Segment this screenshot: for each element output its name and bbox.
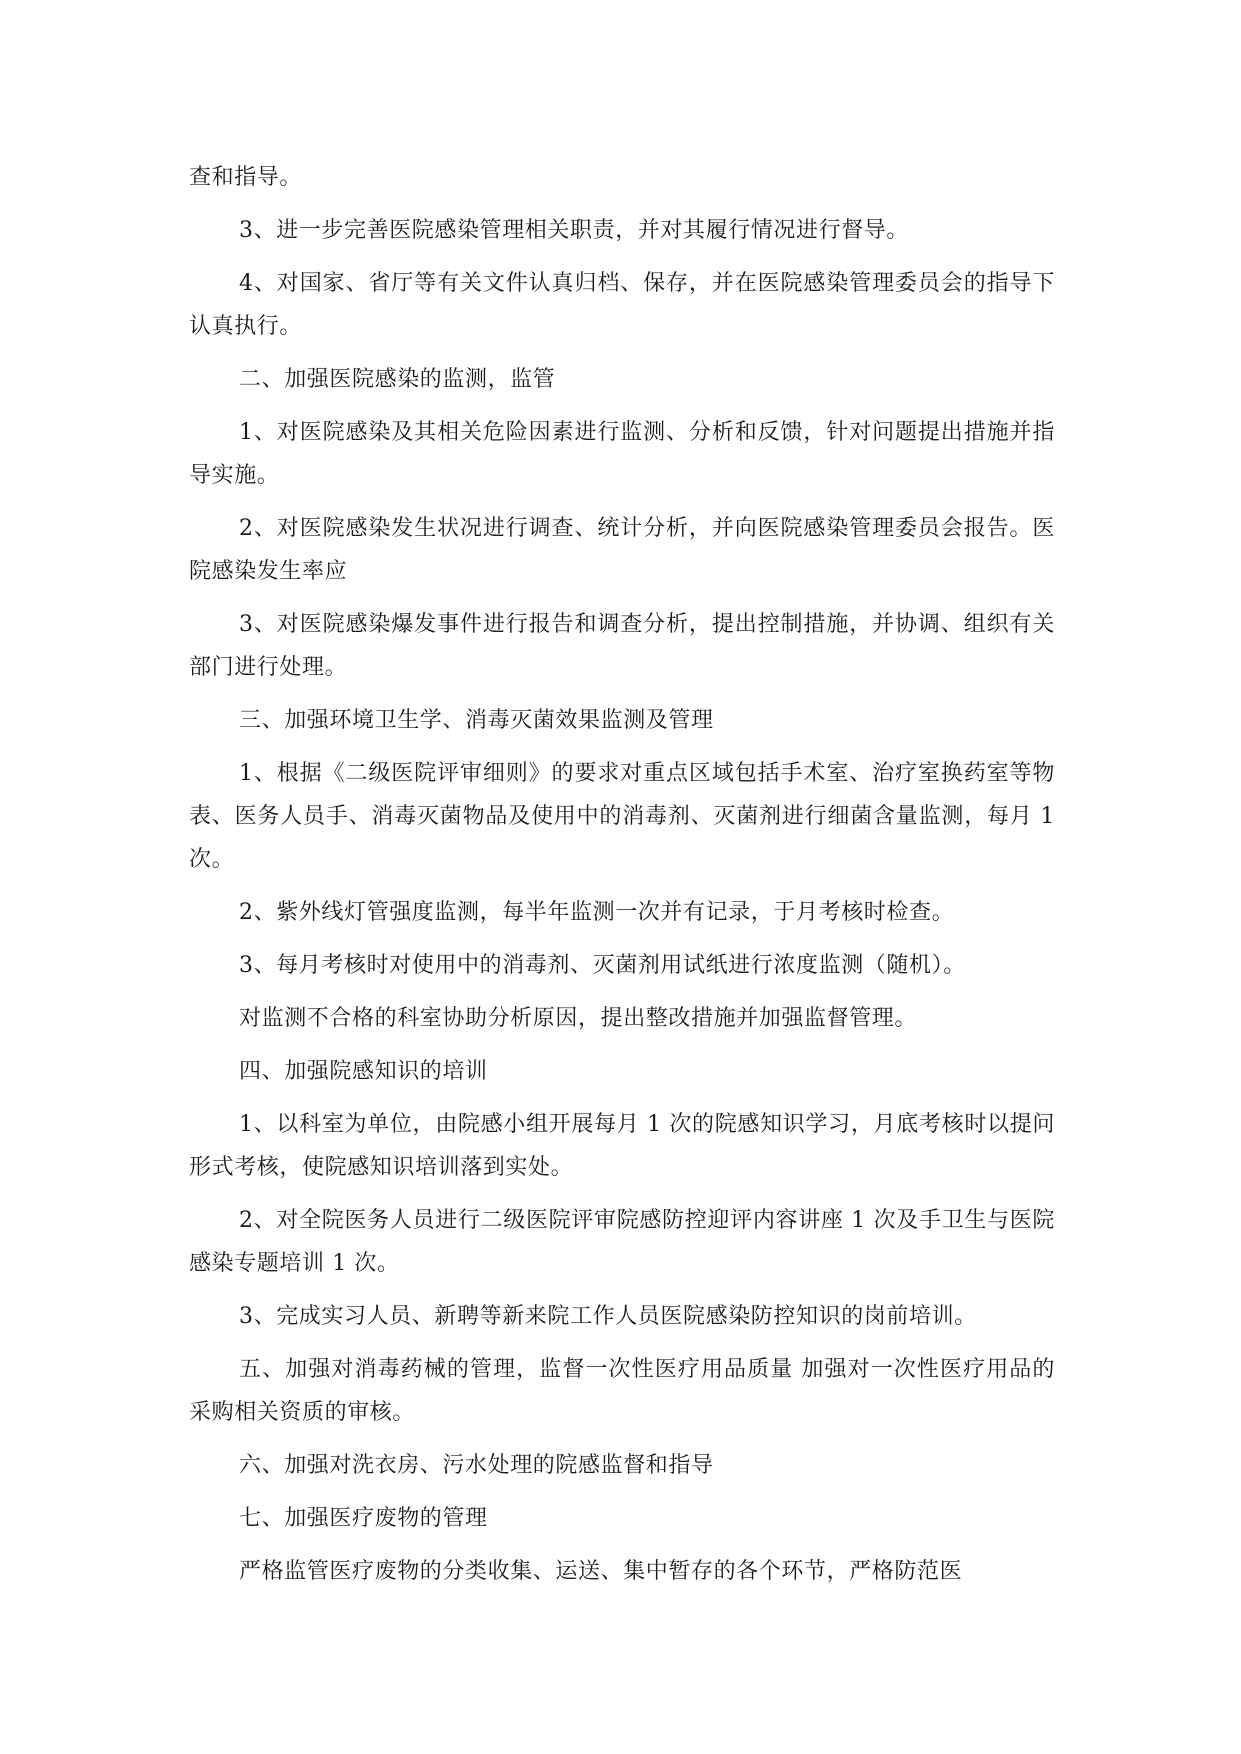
document-paragraph: 3、完成实习人员、新聘等新来院工作人员医院感染防控知识的岗前培训。 xyxy=(239,1304,977,1329)
document-paragraph: 四、加强院感知识的培训 xyxy=(239,1059,488,1084)
document-paragraph: 严格监管医疗废物的分类收集、运送、集中暂存的各个环节，严格防范医 xyxy=(239,1559,963,1584)
document-paragraph: 1、根据《二级医院评审细则》的要求对重点区域包括手术室、治疗室换药室等物表、医务人员手、消毒灭菌物品及使用中的消毒剂、灭菌剂进行细菌含量监测，每月 1 次。 xyxy=(189,761,1055,872)
document-paragraph: 对监测不合格的科室协助分析原因，提出整改措施并加强监督管理。 xyxy=(239,1006,918,1031)
document-paragraph: 2、对全院医务人员进行二级医院评审院感防控迎评内容讲座 1 次及手卫生与医院感染专题培训 1 次。 xyxy=(189,1208,1055,1276)
document-body xyxy=(189,156,1055,1603)
document-paragraph: 2、对医院感染发生状况进行调查、统计分析，并向医院感染管理委员会报告。医院感染发生率应 xyxy=(189,516,1055,584)
document-paragraph: 七、加强医疗废物的管理 xyxy=(239,1506,488,1531)
document-paragraph: 3、对医院感染爆发事件进行报告和调查分析，提出控制措施，并协调、组织有关部门进行处理。 xyxy=(189,612,1055,680)
document-paragraph: 三、加强环境卫生学、消毒灭菌效果监测及管理 xyxy=(239,708,714,733)
document-paragraph: 1、对医院感染及其相关危险因素进行监测、分析和反馈，针对问题提出措施并指导实施。 xyxy=(189,420,1055,488)
document-paragraph: 五、加强对消毒药械的管理，监督一次性医疗用品质量 加强对一次性医疗用品的采购相关资质的审核。 xyxy=(189,1357,1055,1425)
document-paragraph: 二、加强医院感染的监测，监管 xyxy=(239,367,556,392)
document-paragraph: 1、以科室为单位，由院感小组开展每月 1 次的院感知识学习，月底考核时以提问形式考核，使院感知识培训落到实处。 xyxy=(189,1112,1055,1180)
document-paragraph: 3、每月考核时对使用中的消毒剂、灭菌剂用试纸进行浓度监测（随机）。 xyxy=(239,953,966,978)
document-paragraph: 2、紫外线灯管强度监测，每半年监测一次并有记录，于月考核时检查。 xyxy=(239,900,955,925)
document-paragraph: 3、进一步完善医院感染管理相关职责，并对其履行情况进行督导。 xyxy=(239,218,909,243)
document-paragraph: 查和指导。 xyxy=(189,165,303,190)
document-paragraph: 六、加强对洗衣房、污水处理的院感监督和指导 xyxy=(239,1453,714,1478)
document-paragraph: 4、对国家、省厅等有关文件认真归档、保存，并在医院感染管理委员会的指导下认真执行。 xyxy=(189,271,1055,339)
